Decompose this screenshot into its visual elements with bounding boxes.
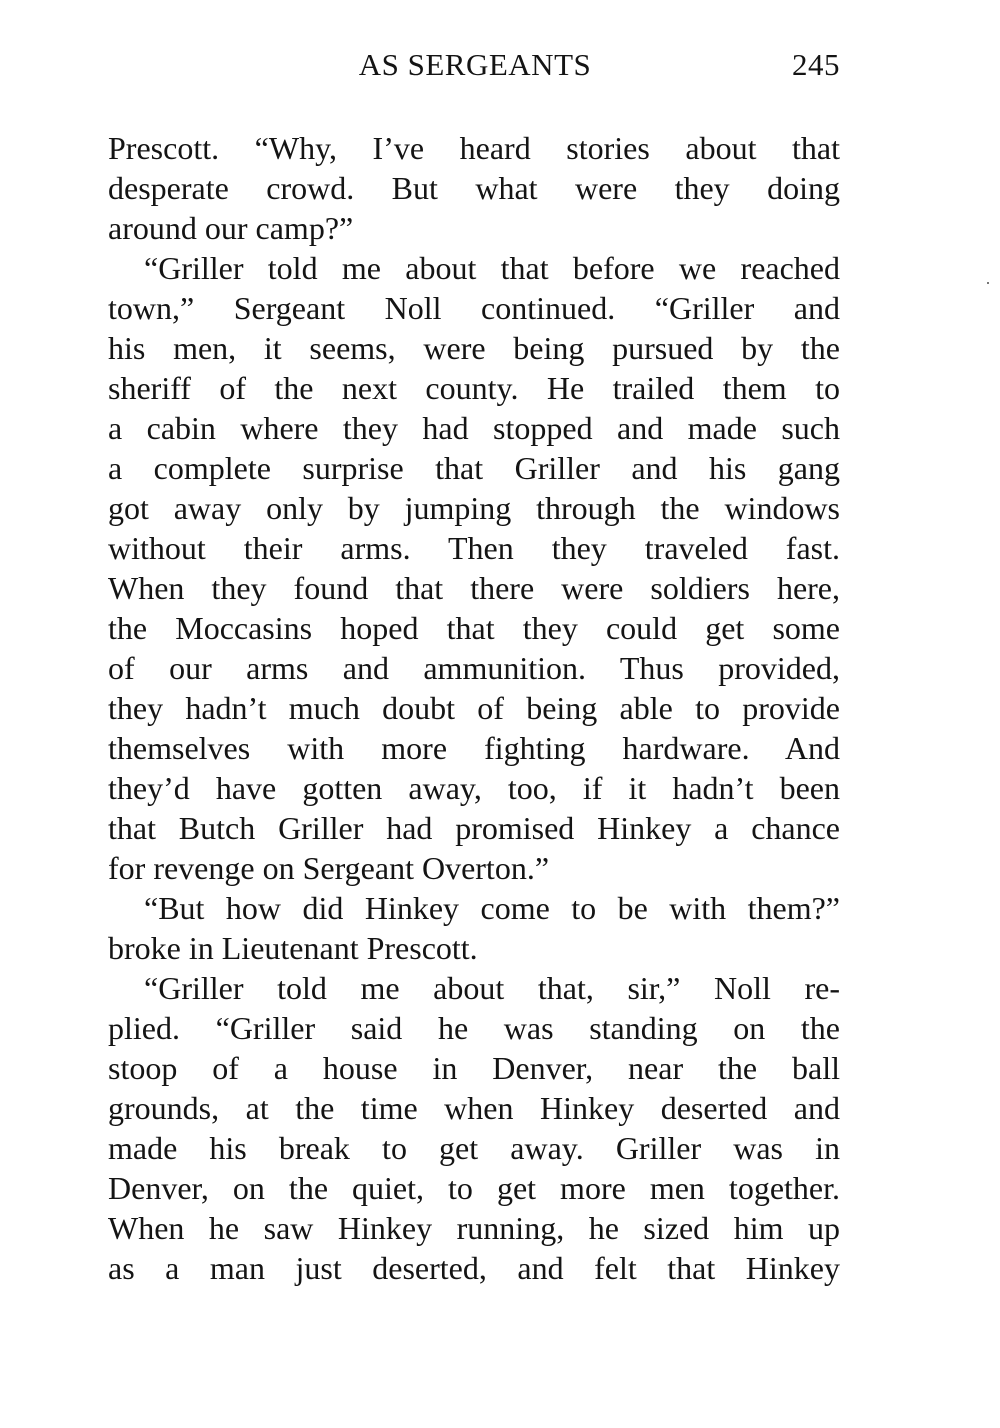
- text-line: desperate crowd. But what were they doing: [108, 170, 840, 206]
- text-line: “Griller told me about that before we reached: [144, 250, 840, 286]
- text-line: “Griller told me about that, sir,” Noll re-: [144, 970, 840, 1006]
- body-text: [108, 128, 840, 1288]
- text-line: his men, it seems, were being pursued by the: [108, 330, 840, 366]
- running-header: [108, 47, 840, 91]
- text-line: that Butch Griller had promised Hinkey a chance: [108, 810, 840, 846]
- text-line: plied. “Griller said he was standing on the: [108, 1010, 840, 1046]
- text-line: of our arms and ammunition. Thus provided,: [108, 650, 840, 686]
- page-number: 245: [792, 47, 840, 82]
- text-line: got away only by jumping through the windows: [108, 490, 840, 526]
- text-line: broke in Lieutenant Prescott.: [108, 930, 478, 966]
- text-line: made his break to get away. Griller was in: [108, 1130, 840, 1166]
- text-line: town,” Sergeant Noll continued. “Griller and: [108, 290, 840, 326]
- text-line: the Moccasins hoped that they could get some: [108, 610, 840, 646]
- text-line: When he saw Hinkey running, he sized him up: [108, 1210, 840, 1246]
- text-line: around our camp?”: [108, 210, 354, 246]
- text-line: a cabin where they had stopped and made such: [108, 410, 840, 446]
- running-title: AS SERGEANTS: [358, 47, 592, 82]
- text-line: as a man just deserted, and felt that Hinkey: [108, 1250, 840, 1286]
- text-line: sheriff of the next county. He trailed them to: [108, 370, 840, 406]
- text-line: a complete surprise that Griller and his gang: [108, 450, 840, 486]
- text-line: they hadn’t much doubt of being able to provide: [108, 690, 840, 726]
- text-line: When they found that there were soldiers here,: [108, 570, 840, 606]
- text-line: themselves with more fighting hardware. And: [108, 730, 840, 766]
- text-line: “But how did Hinkey come to be with them?”: [144, 890, 840, 926]
- scan-speck: [987, 282, 989, 284]
- text-line: for revenge on Sergeant Overton.”: [108, 850, 550, 886]
- text-line: stoop of a house in Denver, near the ball: [108, 1050, 840, 1086]
- text-line: Prescott. “Why, I’ve heard stories about that: [108, 130, 840, 166]
- text-line: grounds, at the time when Hinkey deserted and: [108, 1090, 840, 1126]
- text-line: Denver, on the quiet, to get more men together.: [108, 1170, 840, 1206]
- text-line: they’d have gotten away, too, if it hadn’t been: [108, 770, 840, 806]
- text-line: without their arms. Then they traveled fast.: [108, 530, 840, 566]
